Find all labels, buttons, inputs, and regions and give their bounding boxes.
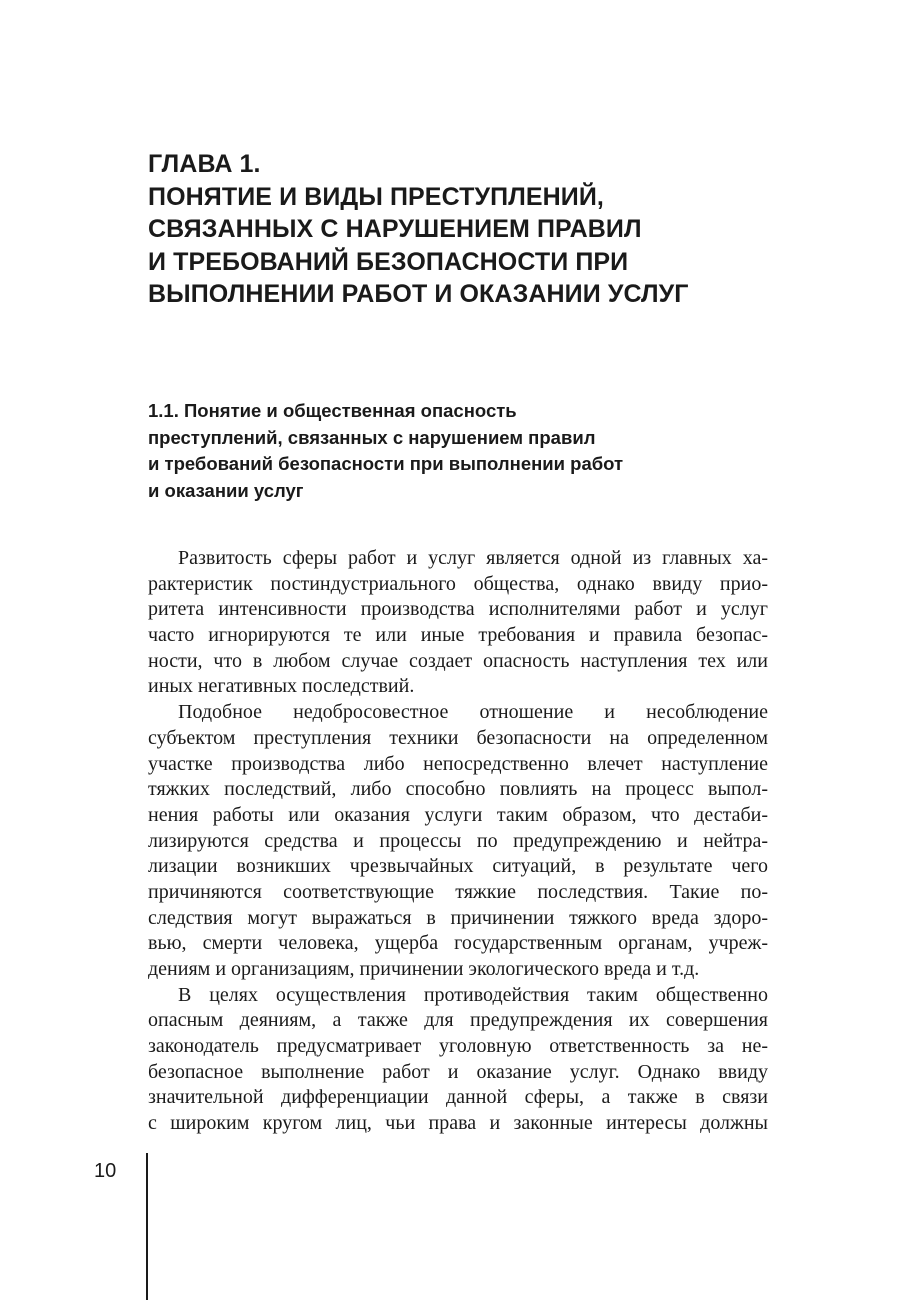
body-text xyxy=(148,546,768,1137)
section-heading xyxy=(148,398,788,504)
section-heading-line: преступлений, связанных с нарушением правил xyxy=(148,426,596,448)
body-line: рактеристик постиндустриального общества, однако ввиду прио- xyxy=(148,572,768,595)
body-line: лизации возникших чрезвычайных ситуаций, в результате чего xyxy=(148,855,768,878)
body-line: значительной дифференциации данной сферы, а также в связи xyxy=(148,1086,768,1109)
chapter-heading-line: ВЫПОЛНЕНИИ РАБОТ И ОКАЗАНИИ УСЛУГ xyxy=(148,280,689,308)
body-line: Развитость сферы работ и услуг является одной из главных ха- xyxy=(178,547,768,569)
body-line: В целях осуществления противодействия таким общественно xyxy=(178,983,768,1006)
page-number: 10 xyxy=(94,1160,117,1182)
chapter-heading-line: И ТРЕБОВАНИЙ БЕЗОПАСНОСТИ ПРИ xyxy=(148,247,629,276)
body-line: дениям и организациям, причинении экологического вреда и т.д. xyxy=(148,958,700,980)
body-line: с широким кругом лиц, чьи права и законные интересы должны xyxy=(148,1112,768,1135)
chapter-heading xyxy=(148,148,788,311)
section-heading-line: 1.1. Понятие и общественная опасность xyxy=(148,400,517,421)
body-line: иных негативных последствий. xyxy=(148,675,415,698)
body-line: участке производства либо непосредственно влечет наступление xyxy=(148,752,768,775)
body-line: опасным деяниям, а также для предупреждения их совершения xyxy=(148,1009,768,1032)
body-line: часто игнорируются те или иные требования и правила безопас- xyxy=(148,624,768,647)
chapter-heading-line: СВЯЗАННЫХ С НАРУШЕНИЕМ ПРАВИЛ xyxy=(148,215,642,243)
section-heading-line: и требований безопасности при выполнении работ xyxy=(148,453,624,474)
body-line: безопасное выполнение работ и оказание услуг. Однако ввиду xyxy=(148,1060,768,1083)
body-line: ритета интенсивности производства исполнителями работ и услуг xyxy=(148,598,768,621)
body-line: тяжких последствий, либо способно повлиять на процесс выпол- xyxy=(148,778,768,801)
section-heading-line: и оказании услуг xyxy=(148,479,304,501)
body-line: Подобное недобросовестное отношение и несоблюдение xyxy=(178,701,768,724)
body-line: следствия могут выражаться в причинении тяжкого вреда здоро- xyxy=(148,906,768,929)
body-line: причиняются соответствующие тяжкие последствия. Такие по- xyxy=(148,880,768,903)
body-line: вью, смерти человека, ущерба государственным органам, учреж- xyxy=(148,932,768,955)
body-line: субъектом преступления техники безопасности на определенном xyxy=(148,726,768,749)
body-line: нения работы или оказания услуги таким образом, что дестаби- xyxy=(148,803,768,826)
chapter-heading-line: ПОНЯТИЕ И ВИДЫ ПРЕСТУПЛЕНИЙ, xyxy=(148,182,604,211)
margin-rule xyxy=(146,1153,148,1300)
body-line: ности, что в любом случае создает опасность наступления тех или xyxy=(148,649,768,672)
chapter-heading-line: ГЛАВА 1. xyxy=(148,150,261,178)
body-line: законодатель предусматривает уголовную ответственность за не- xyxy=(148,1035,768,1058)
body-line: лизируются средства и процессы по предупреждению и нейтра- xyxy=(148,829,768,852)
